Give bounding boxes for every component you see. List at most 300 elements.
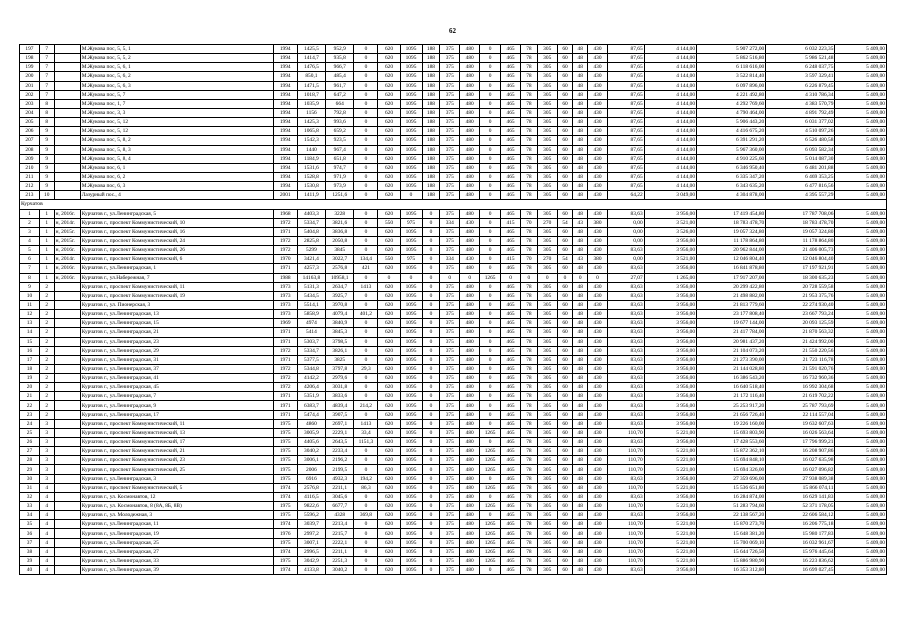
table-cell: 1: [39, 255, 54, 264]
table-cell: 7: [39, 81, 54, 90]
table-cell: 334: [440, 255, 460, 264]
table-cell: 0: [480, 438, 501, 447]
table-cell: 21 273 390,00: [697, 355, 766, 364]
table-cell: 430: [588, 236, 608, 245]
table-cell: [54, 401, 80, 410]
table-cell: 60: [557, 236, 573, 245]
table-cell: 5 409,00: [835, 145, 887, 154]
table-cell: 1095: [400, 346, 422, 355]
table-row: [20, 218, 887, 227]
address-cell: Курчатов г., ул.Ленинградская, 21: [80, 328, 273, 337]
table-cell: 480: [460, 300, 480, 309]
table-cell: 15 870 273,70: [697, 520, 766, 529]
table-cell: 60: [557, 401, 573, 410]
table-cell: 620: [378, 163, 400, 172]
table-cell: 5 221,00: [644, 483, 696, 492]
table-cell: 48: [573, 337, 588, 346]
table-cell: 78: [521, 118, 538, 127]
table-cell: 5 409,00: [835, 264, 887, 273]
table-cell: 21 619 702,22: [766, 392, 835, 401]
table-cell: 20 981 437,20: [697, 337, 766, 346]
table-cell: 1994: [273, 172, 297, 181]
table-cell: 5131,3: [297, 282, 325, 291]
address-cell: Курчатов г., ул.Ленинградская, 25: [80, 538, 273, 547]
table-cell: 78: [521, 456, 538, 465]
table-cell: 465: [501, 474, 521, 483]
table-cell: 375: [440, 538, 460, 547]
table-cell: 1095: [400, 291, 422, 300]
table-cell: 4142,2: [297, 374, 325, 383]
table-cell: 3 956,00: [644, 374, 696, 383]
table-cell: 0: [480, 99, 501, 108]
table-cell: 0: [354, 337, 378, 346]
table-cell: 974,7: [326, 163, 354, 172]
table-cell: 375: [440, 63, 460, 72]
table-cell: 465: [501, 191, 521, 200]
table-cell: 792,8: [326, 108, 354, 117]
table-cell: 5 409,00: [835, 346, 887, 355]
table-cell: 1095: [400, 81, 422, 90]
table-cell: 4 144,00: [644, 136, 696, 145]
table-cell: 1095: [400, 419, 422, 428]
table-cell: 16 353 312,80: [697, 566, 766, 575]
table-cell: 430: [588, 419, 608, 428]
table-cell: 465: [501, 145, 521, 154]
table-cell: 3005,9: [297, 428, 325, 437]
table-cell: 5 409,00: [835, 108, 887, 117]
table-cell: 14163,8: [297, 273, 325, 282]
table-cell: 0: [480, 209, 501, 218]
table-cell: 0: [354, 246, 378, 255]
table-cell: 48: [573, 355, 588, 364]
table-cell: 6 343 635,20: [697, 182, 766, 191]
table-cell: 5 409,00: [835, 90, 887, 99]
table-cell: 83,63: [607, 291, 644, 300]
table-cell: 375: [440, 163, 460, 172]
table-cell: 651,8: [326, 154, 354, 163]
table-cell: 4: [39, 520, 54, 529]
table-row: [20, 374, 887, 383]
address-cell: Курчатов г., ул.Набережная, 7: [80, 273, 273, 282]
table-cell: 305: [537, 81, 557, 90]
table-cell: 200: [20, 72, 40, 81]
table-cell: 0: [480, 182, 501, 191]
table-cell: 5299: [297, 246, 325, 255]
table-cell: 0: [460, 273, 480, 282]
table-cell: 60: [557, 520, 573, 529]
table-cell: 430: [588, 246, 608, 255]
table-cell: 78: [521, 502, 538, 511]
table-cell: 2: [39, 401, 54, 410]
address-cell: Курчатов г., ул. Космонавтов, 12: [80, 492, 273, 501]
table-cell: 1265: [480, 538, 501, 547]
table-cell: 9822,6: [297, 502, 325, 511]
table-cell: 16 027 635,98: [766, 456, 835, 465]
table-cell: 0: [354, 63, 378, 72]
table-cell: 0: [480, 90, 501, 99]
table-cell: 1994: [273, 118, 297, 127]
table-cell: 0: [588, 273, 608, 282]
table-cell: 620: [378, 108, 400, 117]
table-cell: 5 409,00: [835, 282, 887, 291]
table-cell: 620: [378, 236, 400, 245]
table-cell: 4: [39, 492, 54, 501]
table-cell: 465: [501, 447, 521, 456]
table-cell: 188: [422, 108, 440, 117]
table-cell: 2979,6: [326, 374, 354, 383]
table-cell: 4 144,00: [644, 127, 696, 136]
table-cell: 4403,3: [297, 209, 325, 218]
table-cell: 430: [588, 438, 608, 447]
table-cell: 0: [354, 99, 378, 108]
table-cell: 60: [557, 337, 573, 346]
table-cell: 1095: [400, 108, 422, 117]
table-cell: [54, 456, 80, 465]
table-cell: 430: [588, 209, 608, 218]
table-cell: 4 221 492,80: [697, 90, 766, 99]
table-cell: 48: [573, 246, 588, 255]
table-row: [20, 383, 887, 392]
table-cell: н, 2015г.: [54, 236, 80, 245]
table-cell: [54, 502, 80, 511]
table-cell: 35: [20, 520, 40, 529]
table-cell: 0: [480, 108, 501, 117]
table-cell: 305: [537, 529, 557, 538]
table-cell: 480: [460, 556, 480, 565]
table-cell: 305: [537, 45, 557, 54]
table-cell: 465: [501, 538, 521, 547]
table-cell: 1971: [273, 401, 297, 410]
table-cell: 375: [440, 511, 460, 520]
table-cell: 6 032 223,35: [766, 45, 835, 54]
table-cell: 209: [20, 154, 40, 163]
table-cell: 1994: [273, 45, 297, 54]
table-cell: 430: [588, 566, 608, 575]
table-cell: 87,65: [607, 154, 644, 163]
table-row: [20, 337, 887, 346]
table-cell: 465: [501, 264, 521, 273]
table-cell: 305: [537, 319, 557, 328]
table-cell: 620: [378, 520, 400, 529]
table-cell: 1994: [273, 99, 297, 108]
table-cell: 48: [573, 566, 588, 575]
table-row: [20, 54, 887, 63]
table-cell: 9: [20, 282, 40, 291]
table-cell: 6 391 291,20: [697, 136, 766, 145]
table-cell: 0: [422, 419, 440, 428]
table-cell: 60: [557, 538, 573, 547]
table-cell: 375: [440, 108, 460, 117]
table-cell: 2: [39, 319, 54, 328]
address-cell: Курчатов г., ул.Ленинградская, 37: [80, 364, 273, 373]
table-cell: 78: [521, 401, 538, 410]
table-cell: 5 409,00: [835, 300, 887, 309]
table-cell: 0: [480, 319, 501, 328]
table-cell: 5 409,00: [835, 337, 887, 346]
table-cell: 16: [20, 346, 40, 355]
table-cell: 5377,5: [297, 355, 325, 364]
table-cell: 78: [521, 282, 538, 291]
table-cell: 78: [521, 438, 538, 447]
table-cell: 0: [354, 218, 378, 227]
table-cell: 1528,8: [297, 172, 325, 181]
table-cell: 0: [422, 291, 440, 300]
table-cell: 0: [480, 127, 501, 136]
table-cell: 305: [537, 328, 557, 337]
table-cell: 465: [501, 374, 521, 383]
table-cell: 620: [378, 227, 400, 236]
table-row: [20, 547, 887, 556]
table-cell: 4 144,00: [644, 163, 696, 172]
address-cell: Курчатов г., проспект Коммунистический, 25: [80, 465, 273, 474]
table-cell: [54, 81, 80, 90]
table-cell: 375: [440, 337, 460, 346]
table-cell: 5 409,00: [835, 383, 887, 392]
table-cell: 923,5: [326, 136, 354, 145]
table-cell: 2576,8: [297, 483, 325, 492]
table-cell: 0: [354, 127, 378, 136]
table-cell: 5 409,00: [835, 520, 887, 529]
table-cell: 3: [39, 456, 54, 465]
table-cell: 1994: [273, 72, 297, 81]
table-cell: 305: [537, 438, 557, 447]
table-cell: [54, 355, 80, 364]
table-cell: 305: [537, 456, 557, 465]
table-cell: 0: [480, 255, 501, 264]
table-cell: 15 693 803,90: [697, 428, 766, 437]
table-cell: 620: [378, 438, 400, 447]
table-cell: 87,65: [607, 72, 644, 81]
table-cell: 5474,4: [297, 410, 325, 419]
table-cell: 5 409,00: [835, 438, 887, 447]
table-cell: 60: [557, 428, 573, 437]
table-cell: 3042,9: [297, 556, 325, 565]
address-cell: Курчатов г., ул.Ленинградская, 7: [80, 392, 273, 401]
table-cell: 620: [378, 447, 400, 456]
table-cell: 3421,4: [297, 255, 325, 264]
table-cell: 188: [422, 191, 440, 200]
table-cell: 5 409,00: [835, 255, 887, 264]
table-cell: 0: [422, 511, 440, 520]
table-cell: 0: [422, 209, 440, 218]
table-cell: 48: [573, 419, 588, 428]
table-cell: 0: [480, 63, 501, 72]
address-cell: Лазурный пос., 4: [80, 191, 273, 200]
table-cell: 87,65: [607, 145, 644, 154]
table-cell: 430: [588, 401, 608, 410]
table-cell: 48: [573, 401, 588, 410]
table-row: [20, 108, 887, 117]
table-cell: 3: [20, 227, 40, 236]
table-cell: 375: [440, 191, 460, 200]
table-cell: 0: [354, 328, 378, 337]
table-cell: [54, 319, 80, 328]
table-cell: 1018,7: [297, 90, 325, 99]
table-cell: 620: [378, 355, 400, 364]
table-cell: 3 956,00: [644, 474, 696, 483]
table-cell: 620: [378, 246, 400, 255]
table-cell: 12: [20, 310, 40, 319]
table-cell: 1471,5: [297, 81, 325, 90]
table-cell: 16 992 304,68: [766, 383, 835, 392]
table-cell: 48: [573, 456, 588, 465]
table-cell: 83,63: [607, 264, 644, 273]
table-cell: 1425,3: [297, 118, 325, 127]
table-cell: 1975: [273, 428, 297, 437]
table-cell: 465: [501, 328, 521, 337]
table-cell: 48: [573, 172, 588, 181]
table-cell: 1095: [400, 136, 422, 145]
table-cell: 110,70: [607, 502, 644, 511]
table-cell: 430: [588, 483, 608, 492]
table-cell: 15 866 074,11: [766, 483, 835, 492]
table-cell: 4 144,00: [644, 182, 696, 191]
table-cell: 5 409,00: [835, 172, 887, 181]
table-cell: 83,63: [607, 383, 644, 392]
table-cell: 375: [440, 428, 460, 437]
table-cell: 60: [557, 72, 573, 81]
table-cell: 305: [537, 392, 557, 401]
address-cell: Курчатов г., проспект Коммунистический, 24: [80, 236, 273, 245]
table-cell: 1970: [273, 255, 297, 264]
table-cell: 0: [354, 319, 378, 328]
table-row: [20, 556, 887, 565]
table-cell: 369,8: [354, 511, 378, 520]
table-cell: 0: [354, 108, 378, 117]
table-cell: 2215,7: [326, 529, 354, 538]
table-cell: 4: [39, 483, 54, 492]
table-cell: 430: [588, 319, 608, 328]
table-cell: 1: [20, 209, 40, 218]
table-cell: 465: [501, 319, 521, 328]
table-cell: 60: [557, 127, 573, 136]
table-row: [20, 310, 887, 319]
table-cell: 375: [440, 282, 460, 291]
table-cell: 29,3: [354, 364, 378, 373]
table-cell: 210: [20, 163, 40, 172]
table-cell: 430: [588, 45, 608, 54]
table-cell: 1251,6: [326, 191, 354, 200]
table-cell: 83,63: [607, 511, 644, 520]
table-cell: 60: [557, 246, 573, 255]
table-cell: 6383,7: [297, 401, 325, 410]
table-cell: 1975: [273, 474, 297, 483]
table-cell: 213: [20, 191, 40, 200]
table-cell: 5596,2: [297, 511, 325, 520]
table-cell: 16 032 961,67: [766, 538, 835, 547]
table-cell: 620: [378, 456, 400, 465]
table-cell: 21 953 375,76: [766, 291, 835, 300]
table-cell: 1265: [480, 428, 501, 437]
table-cell: 1974: [273, 492, 297, 501]
table-cell: 465: [501, 428, 521, 437]
table-cell: 1973: [273, 291, 297, 300]
table-cell: [54, 547, 80, 556]
table-cell: 2: [39, 392, 54, 401]
table-row: [20, 118, 887, 127]
table-cell: 21 591 020,76: [766, 364, 835, 373]
table-cell: 0: [480, 337, 501, 346]
table-cell: 967,4: [326, 145, 354, 154]
table-cell: 5 409,00: [835, 392, 887, 401]
table-cell: 5 409,00: [835, 374, 887, 383]
table-cell: 18 783 478,70: [697, 218, 766, 227]
table-cell: [54, 45, 80, 54]
table-cell: 430: [588, 374, 608, 383]
table-cell: 1095: [400, 392, 422, 401]
table-cell: 17 419 454,80: [697, 209, 766, 218]
table-cell: 60: [557, 438, 573, 447]
table-cell: 961,7: [326, 81, 354, 90]
table-cell: 375: [440, 246, 460, 255]
table-cell: 21 104 073,20: [697, 346, 766, 355]
table-cell: 78: [521, 264, 538, 273]
section-title: Курчатов: [20, 200, 887, 209]
table-cell: 188: [422, 145, 440, 154]
table-cell: 2576,8: [326, 264, 354, 273]
table-cell: 305: [537, 502, 557, 511]
table-cell: 0: [422, 310, 440, 319]
table-cell: 203: [20, 99, 40, 108]
table-cell: 2997,2: [297, 529, 325, 538]
table-cell: 78: [521, 337, 538, 346]
table-cell: 3821,6: [326, 218, 354, 227]
address-cell: Курчатов г., проспект Коммунистический, 10: [80, 218, 273, 227]
table-cell: 1151,3: [354, 438, 378, 447]
table-cell: 0: [422, 255, 440, 264]
table-cell: 3845: [326, 246, 354, 255]
table-cell: 305: [537, 337, 557, 346]
table-cell: 60: [557, 209, 573, 218]
table-cell: 430: [588, 282, 608, 291]
table-cell: 83,63: [607, 410, 644, 419]
table-cell: 4: [39, 538, 54, 547]
table-cell: 5 221,00: [644, 465, 696, 474]
table-cell: 37: [20, 538, 40, 547]
table-cell: 0: [480, 163, 501, 172]
table-cell: 83,63: [607, 209, 644, 218]
table-cell: 33: [20, 502, 40, 511]
table-cell: 0: [480, 300, 501, 309]
table-cell: 110,70: [607, 547, 644, 556]
table-cell: 6 526 480,58: [766, 136, 835, 145]
table-cell: 430: [588, 291, 608, 300]
table-cell: 480: [460, 163, 480, 172]
table-cell: 6 335 347,20: [697, 172, 766, 181]
address-cell: Курчатов г., проспект Коммунистический, 23: [80, 456, 273, 465]
address-cell: М.Жукова пос, 6, 2: [80, 172, 273, 181]
table-cell: 48: [573, 163, 588, 172]
table-cell: 5 221,00: [644, 556, 696, 565]
table-cell: 9: [39, 182, 54, 191]
table-cell: 60: [557, 392, 573, 401]
table-cell: 20 962 844,00: [697, 246, 766, 255]
table-cell: 0: [354, 566, 378, 575]
table-cell: 27,07: [607, 273, 644, 282]
table-cell: 1972: [273, 364, 297, 373]
table-cell: 375: [440, 154, 460, 163]
table-cell: 78: [521, 355, 538, 364]
table-cell: 1972: [273, 374, 297, 383]
table-cell: 19 057 324,80: [697, 227, 766, 236]
table-cell: 465: [501, 483, 521, 492]
table-cell: 15 700 069,10: [697, 538, 766, 547]
address-cell: Курчатов г., проспект Коммунистический, 5: [80, 483, 273, 492]
table-cell: 465: [501, 291, 521, 300]
table-cell: 375: [440, 355, 460, 364]
table-cell: 78: [521, 191, 538, 200]
table-cell: 214,2: [354, 401, 378, 410]
